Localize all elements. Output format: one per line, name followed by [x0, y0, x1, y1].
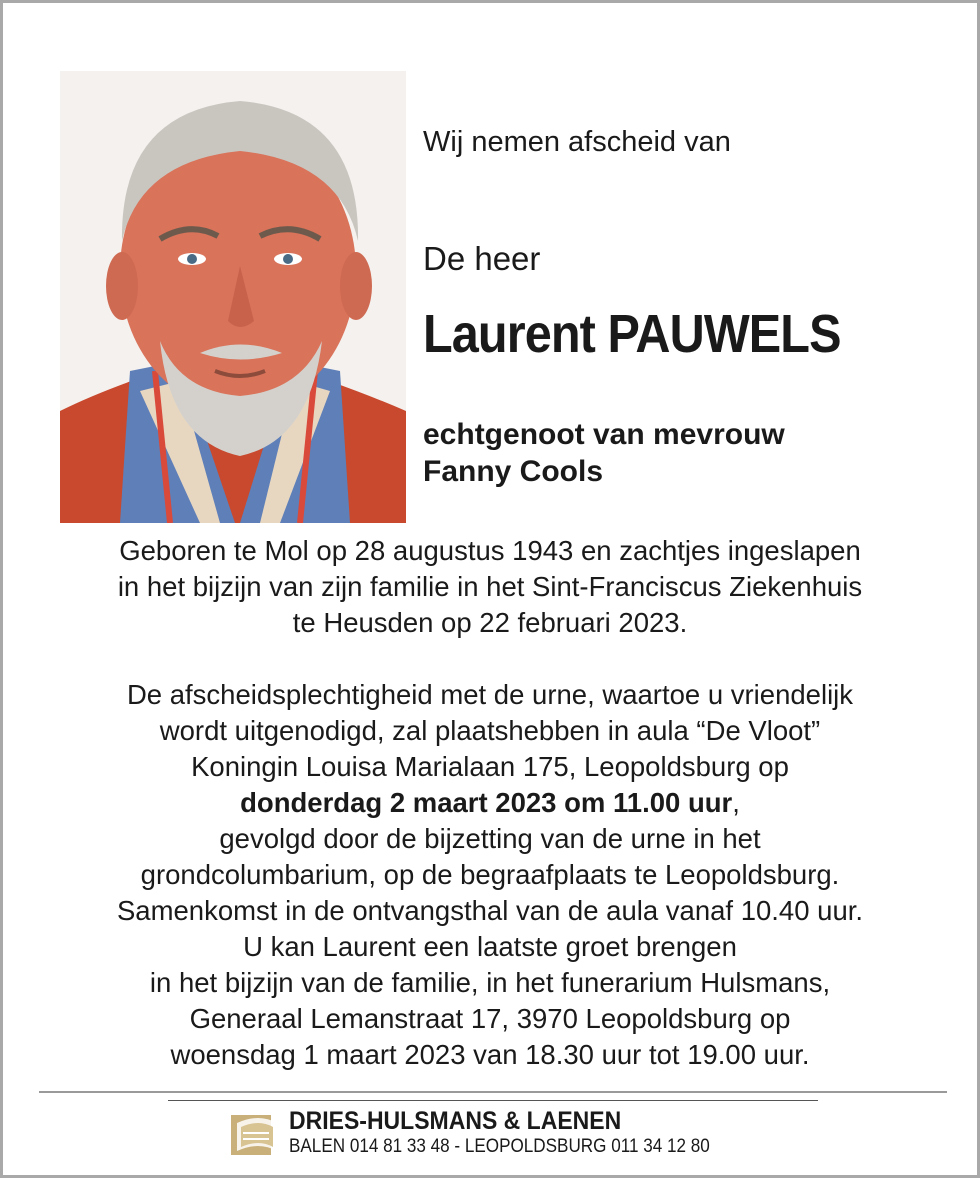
deceased-name: Laurent PAUWELS — [423, 304, 841, 364]
funeral-home-name: DRIES-HULSMANS & LAENEN — [289, 1107, 622, 1135]
divider-thin — [168, 1100, 818, 1101]
ceremony-line: De afscheidsplechtigheid met de urne, waartoe u vriendelijk — [126, 679, 854, 710]
intro-text: Wij nemen afscheid van — [423, 126, 731, 158]
salutation: De heer — [423, 240, 541, 277]
funeral-home-phones: BALEN 014 81 33 48 - LEOPOLDSBURG 011 34 12 80 — [289, 1136, 710, 1157]
ceremony-line: Generaal Lemanstraat 17, 3970 Leopoldsburg op — [189, 1003, 791, 1034]
spouse-name: Fanny Cools — [423, 454, 604, 488]
ceremony-date-suffix: , — [732, 787, 740, 818]
funeral-home-logo-icon — [229, 1109, 283, 1159]
ceremony-date-line — [33, 785, 947, 821]
spouse-line: echtgenoot van mevrouw — [423, 418, 785, 451]
birth-line: Geboren te Mol op 28 augustus 1943 en zachtjes ingeslapen — [119, 535, 861, 566]
ceremony-line: in het bijzijn van de familie, in het funerarium Hulsmans, — [149, 967, 831, 998]
ceremony-line: Koningin Louisa Marialaan 175, Leopoldsburg op — [191, 751, 789, 782]
ceremony-line: Samenkomst in de ontvangsthal van de aula vanaf 10.40 uur. — [116, 895, 864, 926]
ceremony-line: grondcolumbarium, op de begraafplaats te Leopoldsburg. — [140, 859, 840, 890]
portrait-photo — [60, 71, 406, 523]
ceremony-line: woensdag 1 maart 2023 van 18.30 uur tot 19.00 uur. — [170, 1039, 810, 1070]
birth-line: in het bijzijn van zijn familie in het Sint-Franciscus Ziekenhuis — [117, 571, 863, 602]
birth-line: te Heusden op 22 februari 2023. — [292, 607, 688, 638]
ceremony-line: U kan Laurent een laatste groet brengen — [243, 931, 737, 962]
ceremony-line: wordt uitgenodigd, zal plaatshebben in aula “De Vloot” — [159, 715, 821, 746]
ceremony-line: gevolgd door de bijzetting van de urne in het — [219, 823, 761, 854]
announcement-body — [33, 533, 947, 1073]
paragraph-gap — [33, 641, 947, 677]
ceremony-date: donderdag 2 maart 2023 om 11.00 uur — [240, 787, 733, 818]
divider — [39, 1091, 947, 1093]
spouse-block — [423, 417, 785, 490]
